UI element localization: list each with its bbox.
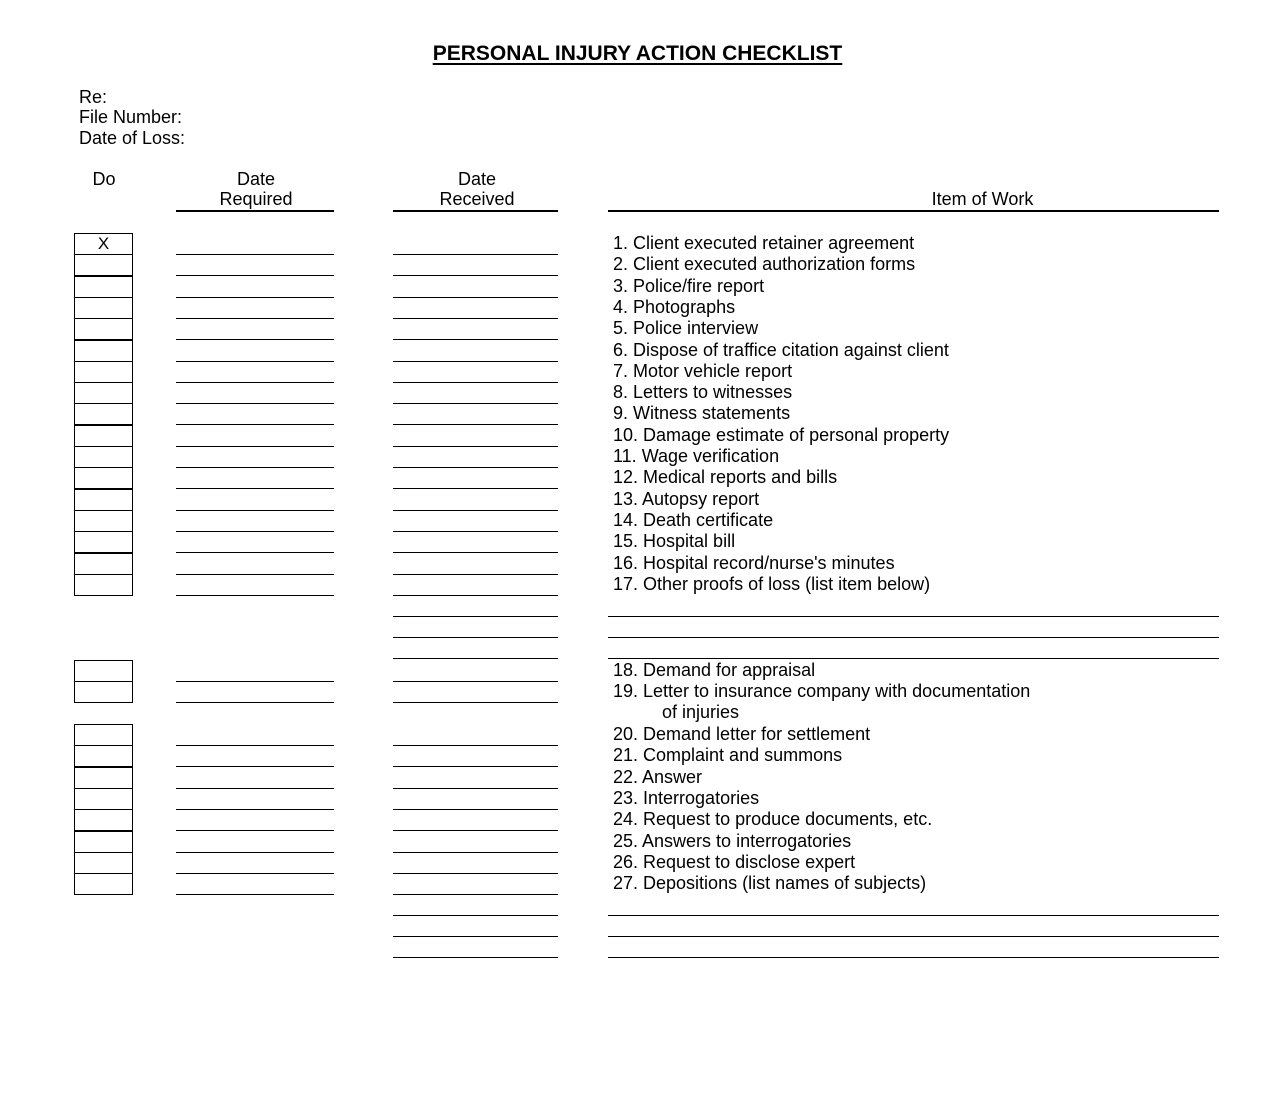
date-received-line[interactable]	[393, 637, 558, 638]
do-checkbox[interactable]	[74, 553, 133, 575]
do-checkbox[interactable]	[74, 425, 133, 447]
date-required-line[interactable]	[176, 766, 334, 767]
date-required-line[interactable]	[176, 552, 334, 553]
checklist-item: 20. Demand letter for settlement	[613, 724, 871, 744]
date-received-line[interactable]	[393, 403, 558, 404]
checklist-item: 6. Dispose of traffice citation against client	[613, 339, 949, 360]
checklist-item: 22. Answer	[613, 766, 703, 787]
do-checkbox[interactable]: X	[74, 233, 133, 255]
checklist-item: 23. Interrogatories	[613, 787, 760, 808]
date-received-line[interactable]	[393, 574, 558, 575]
date-received-line[interactable]	[393, 297, 558, 298]
blank-entry-line[interactable]	[608, 936, 1219, 937]
checklist-item: 24. Request to produce documents, etc.	[613, 809, 933, 830]
do-checkbox[interactable]	[74, 660, 133, 682]
do-checkbox[interactable]	[74, 788, 133, 810]
do-checkbox[interactable]	[74, 809, 133, 831]
date-received-line[interactable]	[393, 318, 558, 319]
checklist-item: of injuries	[662, 702, 740, 722]
checklist-item: 7. Motor vehicle report	[613, 360, 793, 381]
checklist-item: 14. Death certificate	[613, 509, 774, 530]
do-checkbox[interactable]	[74, 831, 133, 853]
do-checkbox[interactable]	[74, 745, 133, 767]
date-required-line[interactable]	[176, 894, 334, 895]
date-received-line[interactable]	[393, 424, 558, 425]
date-required-line[interactable]	[176, 510, 334, 511]
date-required-line[interactable]	[176, 595, 334, 596]
date-required-line[interactable]	[176, 531, 334, 532]
date-required-line[interactable]	[176, 574, 334, 575]
checklist-item: 8. Letters to witnesses	[613, 382, 793, 403]
date-received-line[interactable]	[393, 957, 558, 958]
date-received-line[interactable]	[393, 873, 558, 874]
do-checkbox[interactable]	[74, 852, 133, 874]
date-required-line[interactable]	[176, 788, 334, 789]
checklist-item: 12. Medical reports and bills	[613, 467, 838, 488]
do-checkbox[interactable]	[74, 276, 133, 298]
do-checkbox[interactable]	[74, 873, 133, 895]
date-required-header-line1: Date	[236, 169, 276, 189]
date-required-line[interactable]	[176, 382, 334, 383]
date-required-line[interactable]	[176, 297, 334, 298]
do-checkbox[interactable]	[74, 254, 133, 276]
checklist-item: 17. Other proofs of loss (list item below)	[613, 573, 931, 594]
date-received-header-rule	[393, 210, 558, 212]
checklist-item: 27. Depositions (list names of subjects)	[613, 873, 927, 894]
date-received-line[interactable]	[393, 702, 558, 703]
item-of-work-header-rule	[608, 210, 1219, 212]
checklist-item: 19. Letter to insurance company with documentation	[613, 681, 1031, 701]
checklist-item: 11. Wage verification	[613, 446, 780, 466]
do-checkbox[interactable]	[74, 467, 133, 489]
checklist-item: 16. Hospital record/nurse's minutes	[613, 552, 895, 573]
page-title: PERSONAL INJURY ACTION CHECKLIST	[432, 42, 843, 65]
date-received-line[interactable]	[393, 467, 558, 468]
date-received-line[interactable]	[393, 254, 558, 255]
date-required-line[interactable]	[176, 254, 334, 255]
date-received-header-line2: Received	[439, 189, 515, 209]
date-required-line[interactable]	[176, 318, 334, 319]
date-received-line[interactable]	[393, 745, 558, 746]
date-received-line[interactable]	[393, 595, 558, 596]
date-received-line[interactable]	[393, 510, 558, 511]
do-checkbox[interactable]	[74, 574, 133, 596]
checklist-item: 4. Photographs	[613, 296, 736, 317]
date-required-line[interactable]	[176, 745, 334, 746]
do-checkbox[interactable]	[74, 531, 133, 553]
do-checkbox[interactable]	[74, 382, 133, 404]
checklist-item: 21. Complaint and summons	[613, 745, 843, 766]
date-required-line[interactable]	[176, 339, 334, 340]
checklist-item: 5. Police interview	[613, 318, 759, 339]
date-required-line[interactable]	[176, 467, 334, 468]
date-received-line[interactable]	[393, 681, 558, 682]
checklist-item: 18. Demand for appraisal	[613, 660, 816, 680]
blank-entry-line[interactable]	[608, 637, 1219, 638]
date-required-line[interactable]	[176, 809, 334, 810]
blank-entry-line[interactable]	[608, 915, 1219, 916]
date-received-line[interactable]	[393, 616, 558, 617]
date-required-line[interactable]	[176, 361, 334, 362]
date-received-line[interactable]	[393, 275, 558, 276]
date-received-line[interactable]	[393, 830, 558, 831]
date-received-line[interactable]	[393, 915, 558, 916]
do-checkbox[interactable]	[74, 681, 133, 703]
checklist-item: 9. Witness statements	[613, 403, 791, 424]
do-checkbox[interactable]	[74, 489, 133, 511]
date-received-line[interactable]	[393, 936, 558, 937]
date-received-line[interactable]	[393, 361, 558, 362]
do-checkbox[interactable]	[74, 510, 133, 532]
date-received-line[interactable]	[393, 658, 558, 659]
date-required-line[interactable]	[176, 852, 334, 853]
date-received-line[interactable]	[393, 446, 558, 447]
date-received-line[interactable]	[393, 382, 558, 383]
date-required-header-rule	[176, 210, 334, 212]
checklist-item: 2. Client executed authorization forms	[613, 254, 916, 275]
date-required-line[interactable]	[176, 488, 334, 489]
date-required-line[interactable]	[176, 830, 334, 831]
date-received-line[interactable]	[393, 766, 558, 767]
checklist-item: 3. Police/fire report	[613, 275, 765, 296]
checklist-item: 25. Answers to interrogatories	[613, 830, 852, 851]
do-checkbox[interactable]	[74, 446, 133, 468]
re-field-label: Re:	[79, 87, 108, 107]
do-checkbox[interactable]	[74, 403, 133, 425]
item-of-work-header: Item of Work	[931, 189, 1034, 209]
date-required-line[interactable]	[176, 446, 334, 447]
do-checkbox[interactable]	[74, 724, 133, 746]
date-received-line[interactable]	[393, 809, 558, 810]
do-checkbox[interactable]	[74, 297, 133, 319]
date-received-line[interactable]	[393, 852, 558, 853]
do-checkbox[interactable]	[74, 361, 133, 383]
date-required-line[interactable]	[176, 275, 334, 276]
do-checkbox[interactable]	[74, 767, 133, 789]
checklist-item: 13. Autopsy report	[613, 488, 760, 509]
date-received-line[interactable]	[393, 552, 558, 553]
date-received-line[interactable]	[393, 531, 558, 532]
checklist-item: 10. Damage estimate of personal property	[613, 424, 950, 445]
date-received-line[interactable]	[393, 339, 558, 340]
date-required-line[interactable]	[176, 424, 334, 425]
date-received-line[interactable]	[393, 788, 558, 789]
date-of-loss-field-label: Date of Loss:	[79, 128, 186, 148]
checklist-item: 26. Request to disclose expert	[613, 851, 856, 872]
checklist-item: 15. Hospital bill	[613, 531, 736, 552]
date-required-line[interactable]	[176, 403, 334, 404]
file-number-field-label: File Number:	[79, 107, 183, 127]
checklist-item: 1. Client executed retainer agreement	[613, 233, 915, 253]
do-checkbox[interactable]	[74, 340, 133, 362]
date-required-line[interactable]	[176, 873, 334, 874]
date-required-header-line2: Required	[219, 189, 293, 209]
blank-entry-line[interactable]	[608, 616, 1219, 617]
date-received-line[interactable]	[393, 894, 558, 895]
date-received-header-line1: Date	[457, 169, 497, 189]
date-received-line[interactable]	[393, 488, 558, 489]
do-checkbox[interactable]	[74, 318, 133, 340]
date-required-line[interactable]	[176, 681, 334, 682]
blank-entry-line[interactable]	[608, 957, 1219, 958]
do-column-header: Do	[92, 169, 116, 189]
blank-entry-line[interactable]	[608, 658, 1219, 659]
date-required-line[interactable]	[176, 702, 334, 703]
